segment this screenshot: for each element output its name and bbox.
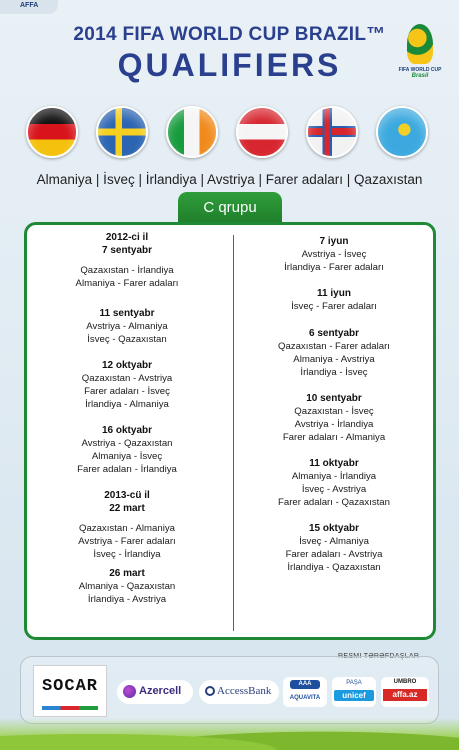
- matchday-date: 10 sentyabr: [306, 393, 362, 404]
- match-row: Qazaxıstan - Farer adaları: [278, 341, 390, 352]
- match-row: Almaniya - Avstriya: [293, 354, 375, 365]
- page-title-line1: 2014 FIFA WORLD CUP BRAZIL™: [73, 24, 386, 45]
- match-row: Avstriya - İsveç: [301, 249, 367, 260]
- matchday-date: 11 oktyabr: [309, 458, 359, 469]
- matchday-date: 11 iyun: [317, 288, 351, 299]
- page-title-line2: QUALIFIERS: [117, 47, 342, 83]
- aquavita-logo: [283, 677, 327, 707]
- matchday-date: 6 sentyabr: [308, 328, 360, 339]
- emblem-brasil: Brasil: [411, 73, 429, 79]
- match-row: Almaniya - İrlandiya: [291, 471, 377, 482]
- match-row: İrlandiya - Almaniya: [85, 399, 169, 410]
- faroe-islands-flag-icon: [306, 106, 358, 158]
- match-row: Avstriya - Qazaxıstan: [81, 438, 173, 449]
- socar-logo: [33, 665, 107, 717]
- match-row: İsveç - Avstriya: [301, 484, 367, 495]
- matchday-date: 15 oktyabr: [308, 523, 360, 534]
- austria-flag-icon: [236, 106, 288, 158]
- schedule-panel: [24, 222, 436, 640]
- azercell-text: Azercell: [139, 685, 182, 697]
- accessbank-text: AccessBank: [217, 685, 272, 697]
- matchday-block: [27, 307, 227, 346]
- socar-text: SOCAR: [41, 677, 98, 696]
- emblem-caption: FIFA WORLD CUP: [398, 67, 442, 73]
- matchday-date: 7 iyun: [319, 236, 349, 247]
- match-row: İsveç - Almaniya: [299, 536, 369, 547]
- matchday-date: 26 mart: [109, 568, 145, 579]
- aquavita-text: AQUAVITA: [289, 695, 321, 701]
- unicef-text: unicef: [334, 690, 374, 701]
- accessbank-logo: [199, 680, 279, 704]
- matchday-date: 2013-cü il: [104, 490, 150, 501]
- matchday-block: [234, 287, 434, 313]
- affa-corner-logo: AFFA: [0, 0, 58, 14]
- match-row: İrlandiya - Avstriya: [87, 594, 167, 605]
- match-row: İrlandiya - İsveç: [300, 367, 368, 378]
- match-row: İsveç - Qazaxıstan: [87, 334, 167, 345]
- umbro-text: UMBRO: [393, 679, 417, 685]
- match-row: İrlandiya - Qazaxıstan: [287, 562, 381, 573]
- world-cup-trophy-icon: [407, 24, 433, 64]
- match-row: Avstriya - İrlandiya: [294, 419, 374, 430]
- matchday-block: [234, 522, 434, 574]
- match-row: Farer adaları - Almaniya: [282, 432, 386, 443]
- pasha-text: PAŞA: [346, 680, 362, 686]
- match-row: Farer adaları - İrlandiya: [77, 464, 177, 475]
- match-row: Qazaxıstan - Almaniya: [79, 523, 175, 534]
- match-row: İsveç - Farer adaları: [291, 301, 377, 312]
- match-row: Farer adaları - İsveç: [84, 386, 170, 397]
- matchday-date: 7 sentyabr: [101, 245, 153, 256]
- azercell-dot-icon: [123, 685, 136, 698]
- grass-decoration: [0, 718, 459, 750]
- match-row: Almaniya - Farer adaları: [75, 278, 179, 289]
- matchday-block: [27, 359, 227, 411]
- match-row: İsveç - İrlandiya: [93, 549, 161, 560]
- matchday-date: 22 mart: [109, 503, 145, 514]
- match-row: Avstriya - Farer adaları: [78, 536, 176, 547]
- match-row: İrlandiya - Farer adaları: [284, 262, 384, 273]
- match-row: Farer adaları - Qazaxıstan: [278, 497, 390, 508]
- group-countries-list: Almaniya | İsveç | İrlandiya | Avstriya | Farer adaları | Qazaxıstan: [36, 172, 423, 187]
- matchday-block: [27, 231, 227, 290]
- matchday-block: [234, 392, 434, 444]
- socar-flag-stripe: [42, 706, 98, 710]
- matchday-block: [27, 424, 227, 476]
- matchday-date: 16 oktyabr: [101, 425, 153, 436]
- match-row: Almaniya - İsveç: [91, 451, 163, 462]
- matchday-block: [234, 235, 434, 274]
- group-tab: C qrupu: [178, 192, 282, 224]
- germany-flag-icon: [26, 106, 78, 158]
- matchday-date: 2012-ci il: [105, 232, 149, 243]
- match-row: Avstriya - Almaniya: [86, 321, 168, 332]
- matchday-block: [234, 327, 434, 379]
- matchday-date: 11 sentyabr: [99, 308, 155, 319]
- sponsors-bar: [20, 656, 439, 724]
- match-row: Almaniya - Qazaxıstan: [78, 581, 176, 592]
- match-row: Qazaxıstan - Avstriya: [81, 373, 173, 384]
- aquavita-badge: AAA: [290, 680, 320, 689]
- sponsors-label: RESMI TƏRƏFDAŞLAR: [338, 653, 420, 660]
- umbro-affa-logo: [381, 677, 429, 707]
- match-row: Farer adaları - Avstriya: [285, 549, 383, 560]
- unicef-logo: [332, 677, 376, 707]
- matchday-block: [27, 567, 227, 606]
- ireland-flag-icon: [166, 106, 218, 158]
- sweden-flag-icon: [96, 106, 148, 158]
- kazakhstan-flag-icon: [376, 106, 428, 158]
- match-row: Qazaxıstan - İsveç: [294, 406, 374, 417]
- world-cup-emblem: [396, 24, 444, 92]
- matchday-date: 12 oktyabr: [101, 360, 153, 371]
- matchday-block: [234, 457, 434, 509]
- affa-az-text: affa.az: [383, 689, 427, 701]
- accessbank-mark-icon: [205, 686, 215, 696]
- match-row: Qazaxıstan - İrlandiya: [80, 265, 174, 276]
- flag-row: [26, 106, 434, 164]
- matchday-block: [27, 489, 227, 561]
- azercell-logo: [117, 680, 193, 704]
